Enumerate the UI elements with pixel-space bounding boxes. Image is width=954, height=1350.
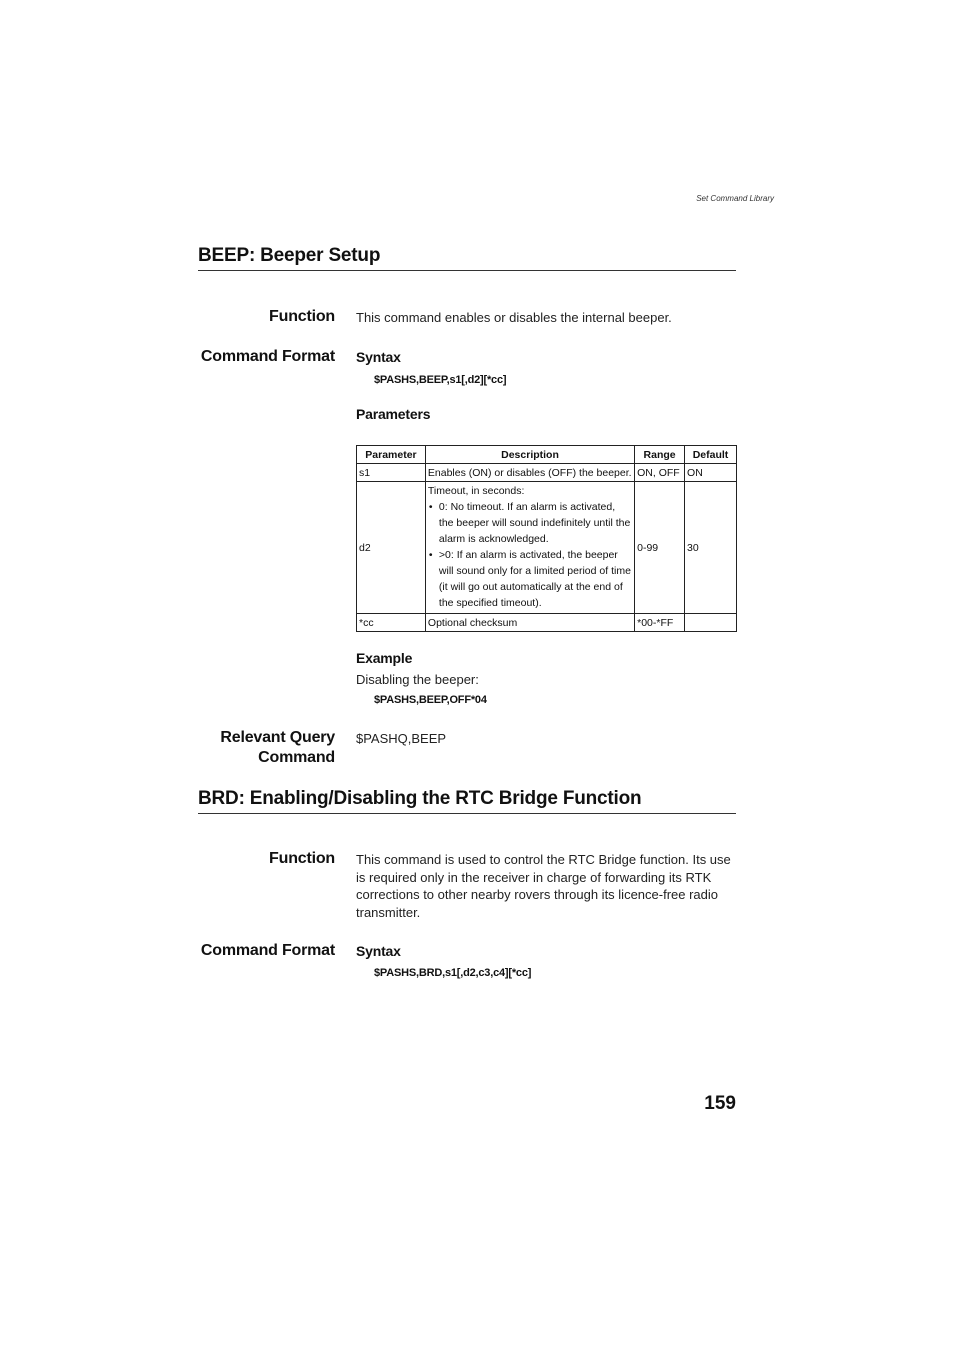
running-header: Set Command Library <box>696 194 774 203</box>
description-intro: Timeout, in seconds: <box>427 485 525 497</box>
page-number: 159 <box>704 1093 736 1114</box>
header-description: Description <box>425 446 634 464</box>
cell-parameter: s1 <box>357 464 426 482</box>
table-row <box>357 614 737 632</box>
relevant-query-command: $PASHQ,BEEP <box>356 731 447 746</box>
cell-default: ON <box>685 464 737 482</box>
table-header-row <box>357 446 737 464</box>
section-title-beep: BEEP: Beeper Setup <box>198 245 736 271</box>
cell-default: 30 <box>685 482 737 614</box>
function-description: This command is used to control the RTC Bridge function. Its use is required only in the receiver in charge of forwarding its RTK corrections to other nearby rovers through its licence-free radio transmitter. <box>356 852 731 920</box>
header-range: Range <box>635 446 685 464</box>
header-parameter: Parameter <box>357 446 426 464</box>
cell-parameter: d2 <box>357 482 426 614</box>
bullet-item: • >0: If an alarm is activated, the beeper will sound only for a limited period of time (it will go out automatically at the end of the specified timeout). <box>428 547 632 611</box>
cell-range: *00-*FF <box>635 614 685 632</box>
syntax-code: $PASHS,BEEP,s1[,d2][*cc] <box>374 374 507 386</box>
cell-description <box>425 482 634 614</box>
cell-default <box>685 614 737 632</box>
function-label: Function <box>269 308 335 325</box>
syntax-code: $PASHS,BRD,s1[,d2,c3,c4][*cc] <box>374 967 532 979</box>
parameters-table <box>356 445 737 632</box>
cell-range: 0-99 <box>635 482 685 614</box>
section-title-brd: BRD: Enabling/Disabling the RTC Bridge Function <box>198 788 736 814</box>
command-format-label: Command Format <box>200 348 335 365</box>
function-label: Function <box>269 850 335 867</box>
example-code: $PASHS,BEEP,OFF*04 <box>374 694 487 706</box>
cell-description: Optional checksum <box>425 614 634 632</box>
function-description: This command enables or disables the internal beeper. <box>356 310 672 325</box>
example-description: Disabling the beeper: <box>356 672 479 687</box>
header-default: Default <box>685 446 737 464</box>
syntax-heading: Syntax <box>356 349 401 365</box>
command-format-label: Command Format <box>200 942 335 959</box>
table-row <box>357 464 737 482</box>
bullet-item: • 0: No timeout. If an alarm is activated, the beeper will sound indefinitely until the alarm is acknowledged. <box>428 499 632 547</box>
cell-description: Enables (ON) or disables (OFF) the beeper. <box>425 464 634 482</box>
syntax-heading: Syntax <box>356 943 401 959</box>
example-heading: Example <box>356 650 413 666</box>
description-bullets <box>428 499 632 611</box>
cell-parameter: *cc <box>357 614 426 632</box>
relevant-query-label-line2: Command <box>258 749 335 766</box>
relevant-query-label <box>220 728 335 768</box>
table-row <box>357 482 737 614</box>
parameters-heading: Parameters <box>356 406 431 422</box>
relevant-query-label-line1: Relevant Query <box>220 729 335 746</box>
cell-range: ON, OFF <box>635 464 685 482</box>
